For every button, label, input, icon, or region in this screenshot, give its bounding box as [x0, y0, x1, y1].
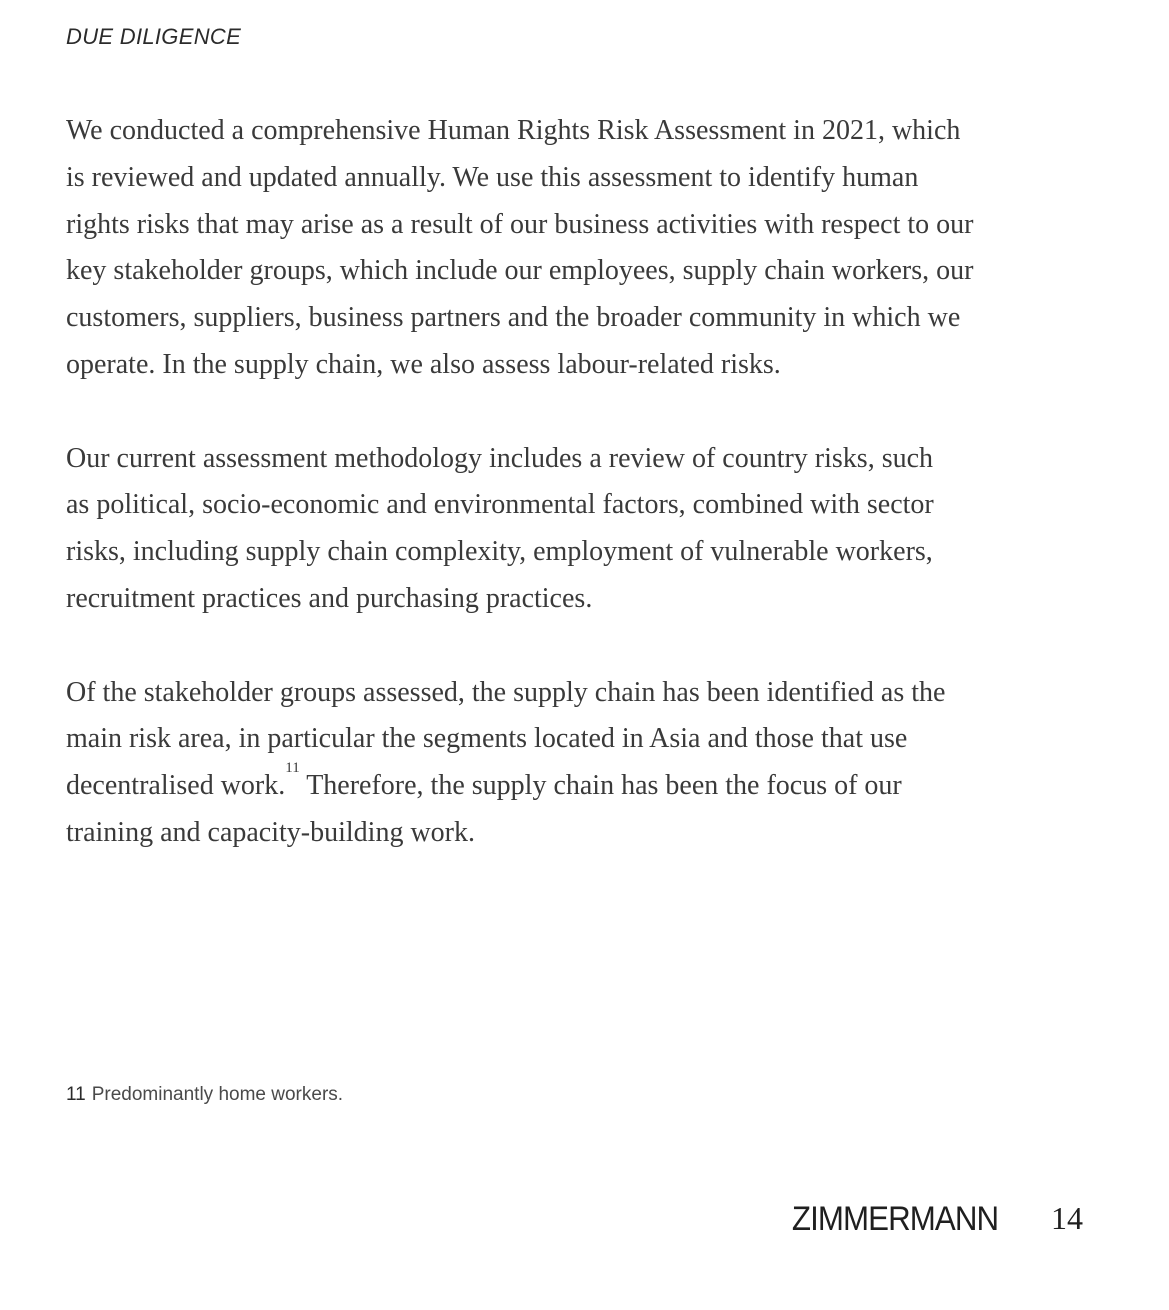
paragraph-line: is reviewed and updated annually. We use this assessment to identify human [66, 161, 919, 193]
paragraph-line: training and capacity-building work. [66, 816, 475, 848]
footnote-reference[interactable]: 11 [285, 760, 300, 777]
paragraph-line [66, 760, 1026, 810]
paragraph-line: Of the stakeholder groups assessed, the supply chain has been identified as the [66, 676, 946, 708]
footnote-number: 11 [66, 1084, 86, 1105]
body-text [66, 108, 1026, 857]
paragraph-line: recruitment practices and purchasing practices. [66, 582, 593, 614]
page-number: 14 [1051, 1200, 1083, 1236]
paragraph-assessment-methodology [66, 436, 1026, 623]
paragraph-line: key stakeholder groups, which include our employees, supply chain workers, our [66, 255, 974, 287]
footnote-text: Predominantly home workers. [91, 1084, 344, 1105]
paragraph-line: Our current assessment methodology includes a review of country risks, such [66, 442, 934, 474]
paragraph-line: We conducted a comprehensive Human Rights Risk Assessment in 2021, which [66, 115, 961, 146]
section-label: DUE DILIGENCE [66, 24, 242, 49]
paragraph-line: risks, including supply chain complexity, employment of vulnerable workers, [66, 536, 933, 568]
paragraph-line: rights risks that may arise as a result of our business activities with respect to our [66, 208, 974, 240]
text-after-footnote-ref: Therefore, the supply chain has been the focus of our [299, 770, 902, 802]
brand-logo: ZIMMERMANN [791, 1200, 998, 1238]
paragraph-line: customers, suppliers, business partners and the broader community in which we [66, 302, 961, 334]
text-before-footnote-ref: decentralised work. [66, 770, 286, 802]
paragraph-line: main risk area, in particular the segments located in Asia and those that use [66, 723, 908, 755]
paragraph-human-rights-assessment [66, 108, 1026, 389]
paragraph-supply-chain-risk [66, 670, 1026, 857]
paragraph-line: as political, socio-economic and environmental factors, combined with sector [66, 489, 934, 521]
paragraph-line: operate. In the supply chain, we also assess labour-related risks. [66, 348, 781, 380]
footnote [66, 1084, 343, 1106]
